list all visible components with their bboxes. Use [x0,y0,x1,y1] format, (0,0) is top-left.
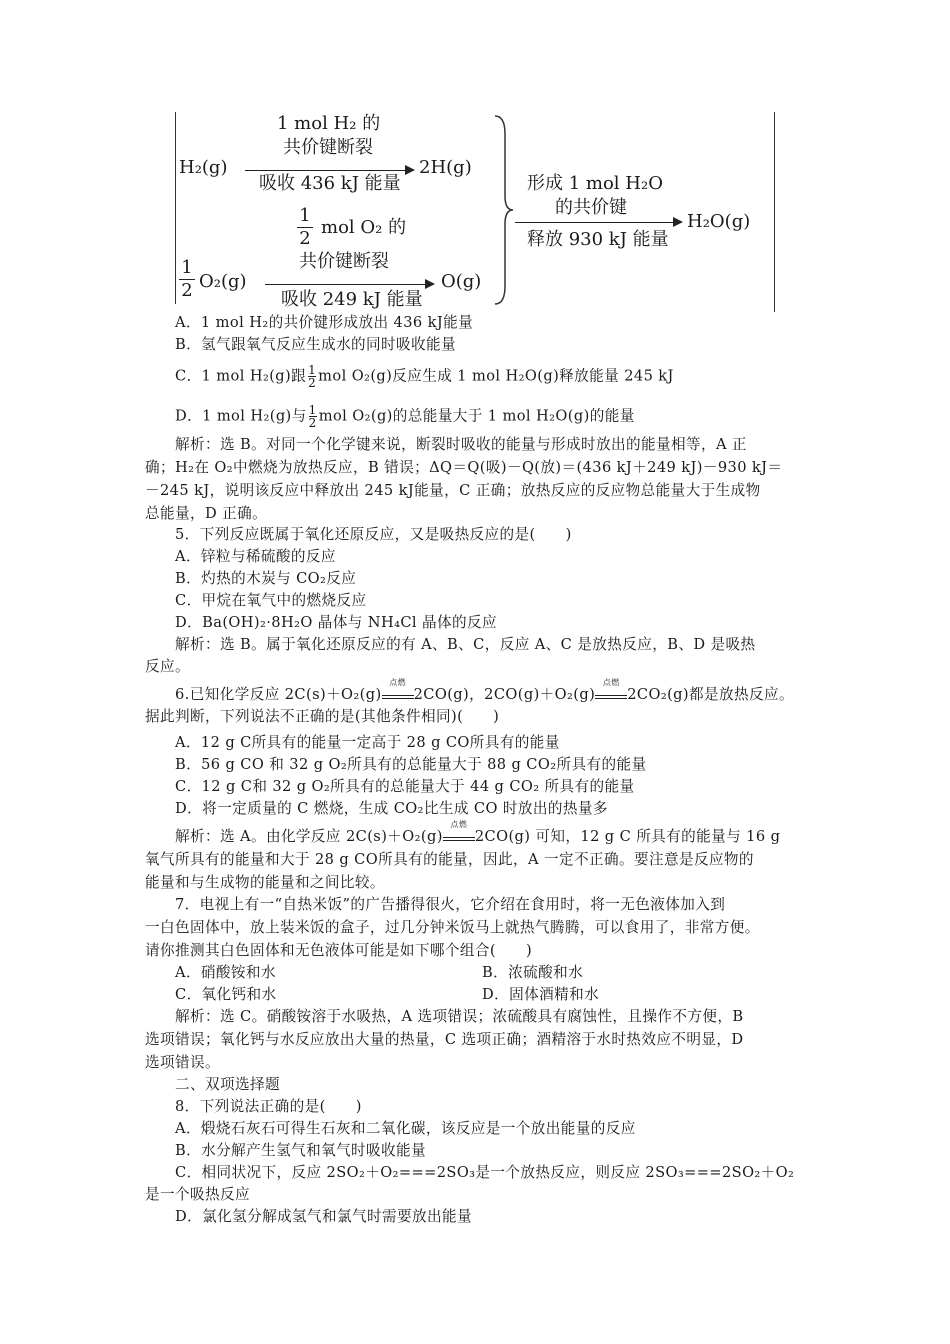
q7-option-b: B．浓硫酸和水 [482,964,584,981]
option-d-part2: mol O₂(g)的总能量大于 1 mol H₂O(g)的能量 [318,407,635,425]
o2-left-fraction [179,258,195,301]
question-7-line2: 一白色固体中，放上装米饭的盒子，过几分钟米饭马上就热气腾腾，可以食用了，非常方便。 [145,919,760,936]
o2-top-fraction [297,206,313,249]
q6-option-c: C．12 g C和 32 g O₂所具有的总能量大于 44 g CO₂ 所具有的能量 [175,778,635,795]
q6-part2: 2CO(g)，2CO(g)＋O₂(g) [413,686,596,703]
option-a: A．1 mol H₂的共价键形成放出 436 kJ能量 [175,314,474,331]
a6-part2: 2CO(g) 可知，12 g C 所具有的能量与 16 g [474,828,781,845]
analysis-4-line2: 确；H₂在 O₂中燃烧为放热反应，B 错误；ΔQ＝Q(吸)－Q(放)＝(436 kJ＋249 kJ)－930 kJ＝ [145,459,783,476]
question-6-line2: 据此判断，下列说法不正确的是(其他条件相同)( ) [145,708,500,725]
q8-option-c-line1: C．相同状况下，反应 2SO₂＋O₂===2SO₃是一个放热反应，则反应 2SO₃===2SO₂＋O₂ [175,1164,795,1181]
form-mid-label: 的共价键 [555,197,627,218]
q5-option-d: D．Ba(OH)₂·8H₂O 晶体与 NH₄Cl 晶体的反应 [175,614,497,631]
analysis-6-line2: 氧气所具有的能量和大于 28 g CO所具有的能量，因此，A 一定不正确。要注意是反应物的 [145,851,754,868]
question-6-line1 [175,678,794,704]
o2-product: O(g) [441,271,482,292]
q5-option-b: B．灼热的木炭与 CO₂反应 [175,570,357,587]
h2-mid-label: 共价键断裂 [283,137,373,158]
fraction-denominator: 2 [308,416,317,430]
q6-option-b: B．56 g CO 和 32 g O₂所具有的总能量大于 88 g CO₂所具有的能量 [175,756,647,773]
analysis-5-line2: 反应。 [145,658,190,675]
fraction-numerator: 1 [181,257,193,278]
q5-option-a: A．锌粒与稀硫酸的反应 [175,548,336,565]
form-arrow-head [673,217,683,227]
form-arrow-line [515,222,675,223]
o2-reactant: O₂(g) [199,271,247,292]
half-fraction [308,364,316,389]
form-product: H₂O(g) [687,211,751,232]
q7-option-a: A．硝酸铵和水 [175,964,276,981]
analysis-7-line1: 解析：选 C。硝酸铵溶于水吸热，A 选项错误；浓硫酸具有腐蚀性，且操作不方便，B [175,1008,744,1025]
option-c-part2: mol O₂(g)反应生成 1 mol H₂O(g)释放能量 245 kJ [318,367,674,385]
analysis-6-line3: 能量和与生成物的能量和之间比较。 [145,874,385,891]
q7-option-d: D．固体酒精和水 [482,986,600,1003]
equals-sign [443,837,475,841]
question-7-line3: 请你推测其白色固体和无色液体可能是如下哪个组合( ) [145,942,533,959]
fraction-denominator: 2 [299,228,311,249]
right-border [774,112,775,312]
condition-label: 点燃 [389,678,406,687]
option-d [175,404,635,429]
analysis-7-line3: 选项错误。 [145,1054,220,1071]
analysis-6-line1 [175,820,781,846]
q8-option-a: A．煅烧石灰石可得生石灰和二氧化碳，该反应是一个放出能量的反应 [175,1120,636,1137]
question-8: 8．下列说法正确的是( ) [175,1098,362,1115]
fraction-denominator: 2 [308,376,317,390]
o2-mid-label: 共价键断裂 [299,251,389,272]
condition-label: 点燃 [450,820,468,829]
o2-arrow-head [425,279,435,289]
q7-option-c: C．氧化钙和水 [175,986,277,1003]
h2-arrow-line [245,170,407,171]
q6-option-a: A．12 g C所具有的能量一定高于 28 g CO所具有的能量 [175,734,560,751]
q8-option-d: D．氯化氢分解成氢气和氯气时需要放出能量 [175,1208,472,1225]
o2-bottom-label: 吸收 249 kJ 能量 [281,289,423,310]
fraction-numerator: 1 [299,205,311,226]
question-5: 5．下列反应既属于氧化还原反应，又是吸热反应的是( ) [175,526,572,543]
fraction-denominator: 2 [181,280,193,301]
bond-energy-diagram [175,112,775,312]
h2-arrow-head [405,165,415,175]
h2-bottom-label: 吸收 436 kJ 能量 [259,173,401,194]
option-b: B．氢气跟氧气反应生成水的同时吸收能量 [175,336,457,353]
q5-option-c: C．甲烷在氧气中的燃烧反应 [175,592,367,609]
q8-option-c-line2: 是一个吸热反应 [145,1186,250,1203]
a6-part1: 解析：选 A。由化学反应 2C(s)＋O₂(g) [175,828,443,845]
q6-option-d: D．将一定质量的 C 燃烧，生成 CO₂比生成 CO 时放出的热量多 [175,800,608,817]
option-c [175,364,674,389]
reaction-condition [443,820,475,841]
analysis-4-line4: 总能量，D 正确。 [145,505,268,522]
analysis-7-line2: 选项错误；氧化钙与水反应放出大量的热量，C 选项正确；酒精溶于水时热效应不明显，D [145,1031,744,1048]
h2-reactant: H₂(g) [179,157,228,178]
question-7-line1: 7．电视上有一“自热米饭”的广告播得很火，它介绍在食用时，将一无色液体加入到 [175,896,726,913]
curly-brace-icon [493,114,515,306]
q6-part3: 2CO₂(g)都是放热反应。 [627,686,794,703]
analysis-5-line1: 解析：选 B。属于氧化还原反应的有 A、B、C，反应 A、C 是放热反应，B、D 是吸热 [175,636,756,653]
left-bracket [175,112,176,304]
equals-sign [595,695,627,699]
equals-sign [382,695,414,699]
option-d-part1: D．1 mol H₂(g)与 [175,407,307,425]
q8-option-b: B．水分解产生氢气和氧气时吸收能量 [175,1142,427,1159]
reaction-condition [382,678,414,699]
half-fraction [309,404,317,429]
h2-product: 2H(g) [419,157,472,178]
fraction-numerator: 1 [308,363,317,377]
condition-label: 点燃 [602,678,620,687]
o2-arrow-line [265,284,427,285]
analysis-4-line3: －245 kJ，说明该反应中释放出 245 kJ能量，C 正确；放热反应的反应物总能量大于生成物 [145,482,761,499]
form-top-label: 形成 1 mol H₂O [527,173,663,194]
section-heading: 二、双项选择题 [175,1076,280,1093]
option-c-part1: C．1 mol H₂(g)跟 [175,367,307,385]
form-bottom-label: 释放 930 kJ 能量 [527,229,669,250]
o2-top-label: mol O₂ 的 [321,217,407,238]
analysis-4-line1: 解析：选 B。对同一个化学键来说，断裂时吸收的能量与形成时放出的能量相等，A 正 [175,436,747,453]
h2-top-label: 1 mol H₂ 的 [277,113,381,134]
q6-part1: 6.已知化学反应 2C(s)＋O₂(g) [175,686,382,703]
fraction-numerator: 1 [308,403,317,417]
reaction-condition [595,678,627,699]
